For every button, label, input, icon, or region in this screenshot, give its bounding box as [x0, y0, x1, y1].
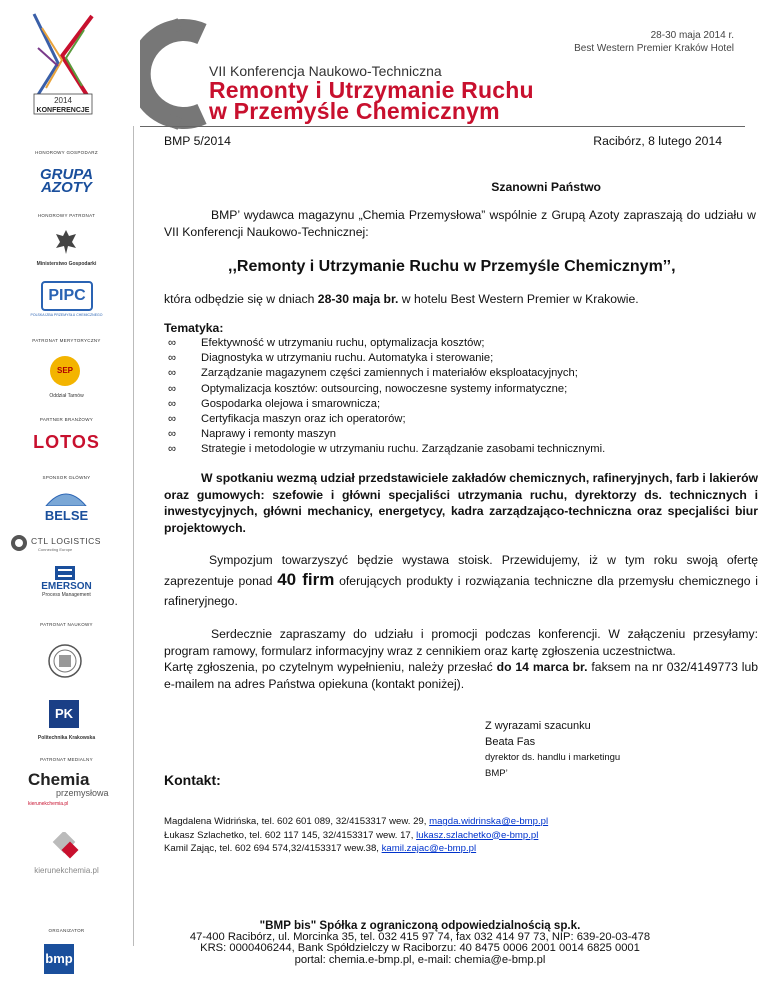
svg-text:2014: 2014: [54, 96, 72, 105]
chemia-url: kierunekchemia.pl: [28, 801, 69, 807]
greeting: Szanowni Państwo: [491, 180, 601, 194]
email-link[interactable]: lukasz.szlachetko@e-bmp.pl: [416, 829, 539, 841]
bmp-logo: bmp: [44, 944, 74, 974]
list-item: ∞ Strategie i metodologie w utrzymaniu ruchu. Zarządzanie zasobami technicznymi.: [168, 443, 606, 456]
list-item: ∞ Gospodarka olejowa i smarownicza;: [168, 397, 381, 410]
sign-name: Beata Fas: [485, 736, 536, 748]
list-item: ∞ Optymalizacja kosztów: outsourcing, nowoczesne systemy informatyczne;: [168, 382, 568, 395]
belse-logo: BELSE: [44, 508, 89, 523]
invite-paragraph: Serdecznie zapraszamy do udziału i promocji podczas konferencji. W załączeniu przesyłamy: program ramowy, formularz informacyjny wraz z cennikiem oraz kartę zgłoszenia uczestnictwa. Kartę zgłoszenia, po czytelnym wypełnieniu, należy przesłać do 14 marca br. faksem na nr 032/4149773 lub e-mailem na adres Państwa opiekuna (kontakt poniżej).: [164, 627, 758, 691]
sidebar-label-merit: PATRONAT MERYTORYCZNY: [32, 338, 101, 343]
sidebar-label-sponsor: SPONSOR GŁÓWNY: [42, 475, 91, 480]
footer-bank: KRS: 0000406244, Bank Spółdzielczy w Raciborzu: 40 8475 0006 2001 0014 6825 0001: [200, 942, 640, 954]
conference-title-line1: Remonty i Utrzymanie Ruchu: [209, 77, 534, 103]
kierunek-logo-text: kierunekchemia.pl: [34, 866, 99, 875]
emerson-logo: EMERSON: [41, 581, 92, 592]
footer-address: 47-400 Racibórz, ul. Morcinka 35, tel. 032 415 97 74, fax 032 414 97 73, NIP: 639-20-03-478: [189, 930, 651, 943]
dates-text: 28-30 maja 2014 r.: [650, 30, 734, 41]
eagle-emblem-icon: [54, 228, 78, 261]
topics-list: [168, 336, 605, 458]
footer-company: "BMP bis" Spółka z ograniczoną odpowiedzialnością sp.k.: [259, 919, 581, 932]
emerson-subtitle: Process Management: [42, 592, 91, 598]
expo-paragraph: Sympozjum towarzyszyć będzie wystawa stoisk. Przewidujemy, iż w tym roku swoją ofertę zaprezentuje ponad 40 firm oferujących produkty i rozwiązania techniczne dla przemysłu chemicznego i rafineryjnego.: [164, 553, 759, 608]
footer-portal: portal: chemia.e-bmp.pl, e-mail: chemia@e-bmp.pl: [294, 953, 546, 966]
sep-branch: Oddział Tarnów: [49, 393, 84, 399]
sign-company: BMP’: [485, 768, 508, 779]
conference-logo: [28, 8, 98, 116]
header-dates: [574, 29, 734, 55]
list-item: ∞ Diagnostyka w utrzymaniu ruchu. Automatyka i sterowanie;: [168, 352, 494, 365]
sidebar-label-industry: PARTNER BRANŻOWY: [39, 417, 94, 422]
venue-text: Best Western Premier Kraków Hotel: [574, 43, 734, 54]
sidebar-label-host: HONOROWY GOSPODARZ: [35, 150, 98, 155]
letter-reference: BMP 5/2014: [164, 134, 231, 148]
sign-closing: Z wyrazami szacunku: [485, 720, 591, 732]
ministry-name: Ministerstwo Gospodarki: [36, 261, 97, 267]
contact-list: [164, 815, 548, 856]
ctl-subtitle: Connecting Europe: [38, 547, 73, 552]
svg-text:KONFERENCJE: KONFERENCJE: [36, 107, 90, 114]
sep-logo: SEP: [50, 356, 80, 386]
pipc-logo: PIPC: [41, 281, 93, 311]
pipc-subtitle: POLSKA IZBA PRZEMYSŁU CHEMICZNEGO: [30, 313, 103, 317]
chemia-logo: Chemia: [28, 770, 90, 789]
ctl-logo: CTL LOGISTICS: [31, 536, 101, 546]
intro-paragraph: BMP’ wydawca magazynu „Chemia Przemysłowa” wspólnie z Grupą Azoty zapraszają do udziału w VII Konferencji Naukowo-Technicznej:: [164, 208, 756, 239]
sidebar-label-honorary: HONOROWY PATRONAT: [37, 213, 96, 218]
email-link[interactable]: magda.widrinska@e-bmp.pl: [429, 816, 549, 827]
grupa-azoty-logo: GRUPA AZOTY: [39, 166, 94, 196]
sidebar-label-organizer: ORGANIZATOR: [48, 928, 85, 933]
conference-subtitle: VII Konferencja Naukowo-Techniczna: [209, 63, 442, 79]
kierunek-logo-icon: [50, 832, 80, 869]
sidebar-label-media: PATRONAT MEDIALNY: [40, 757, 93, 762]
participants-paragraph: W spotkaniu wezmą udział przedstawiciele zakładów chemicznych, rafineryjnych, farb i lakierów oraz gumowych: szefowie i główni specjaliści utrzymania ruchu, dyrektorzy ds. technicznych i inwestycyjnych, główni mechanicy, energetycy, kadra zarządzająco-techniczna oraz specjaliści biur projektowych.: [164, 471, 758, 535]
sidebar-label-science: PATRONAT NAUKOWY: [40, 622, 93, 627]
header-divider: [140, 126, 745, 127]
contact-heading: Kontakt:: [164, 772, 221, 788]
signature-block: [485, 718, 620, 782]
contact-row: Magdalena Widrińska, tel. 602 601 089, 32/4153317 wew. 29, magda.widrinska@e-bmp.pl: [164, 816, 549, 827]
sign-role: dyrektor ds. handlu i marketingu: [485, 752, 621, 763]
list-item: ∞ Zarządzanie magazynem części zamiennych i materiałów eksploatacyjnych;: [168, 367, 578, 380]
contact-row: Kamil Zając, tel. 602 694 574,32/4153317 wew.38, kamil.zajac@e-bmp.pl: [164, 843, 477, 854]
event-title: ,,Remonty i Utrzymanie Ruchu w Przemyśle Chemicznym’’,: [228, 258, 676, 275]
event-location: która odbędzie się w dniach 28-30 maja br. w hotelu Best Western Premier w Krakowie.: [164, 292, 639, 306]
sidebar-divider: [133, 126, 134, 946]
list-item: ∞ Efektywność w utrzymaniu ruchu, optymalizacja kosztów;: [168, 337, 485, 349]
list-item: ∞ Certyfikacja maszyn oraz ich operatorów;: [168, 413, 406, 426]
pk-name: Politechnika Krakowska: [37, 735, 96, 741]
list-item: ∞ Naprawy i remonty maszyn: [168, 428, 336, 441]
topics-heading: Tematyka:: [164, 321, 224, 335]
email-link[interactable]: kamil.zajac@e-bmp.pl: [381, 843, 477, 854]
conference-title-line2: w Przemyśle Chemicznym: [209, 98, 500, 124]
lotos-logo: LOTOS: [33, 432, 100, 452]
letter-date: Racibórz, 8 lutego 2014: [593, 134, 722, 148]
ctl-circle-icon: [10, 534, 28, 557]
company-footer: [120, 920, 720, 966]
contact-row: Łukasz Szlachetko, tel. 602 117 145, 32/4153317 wew. 17, lukasz.szlachetko@e-bmp.pl: [164, 829, 539, 841]
university-seal-icon: [47, 643, 83, 684]
chemia-subtitle: przemysłowa: [56, 788, 109, 798]
pk-logo: PK: [49, 700, 79, 728]
